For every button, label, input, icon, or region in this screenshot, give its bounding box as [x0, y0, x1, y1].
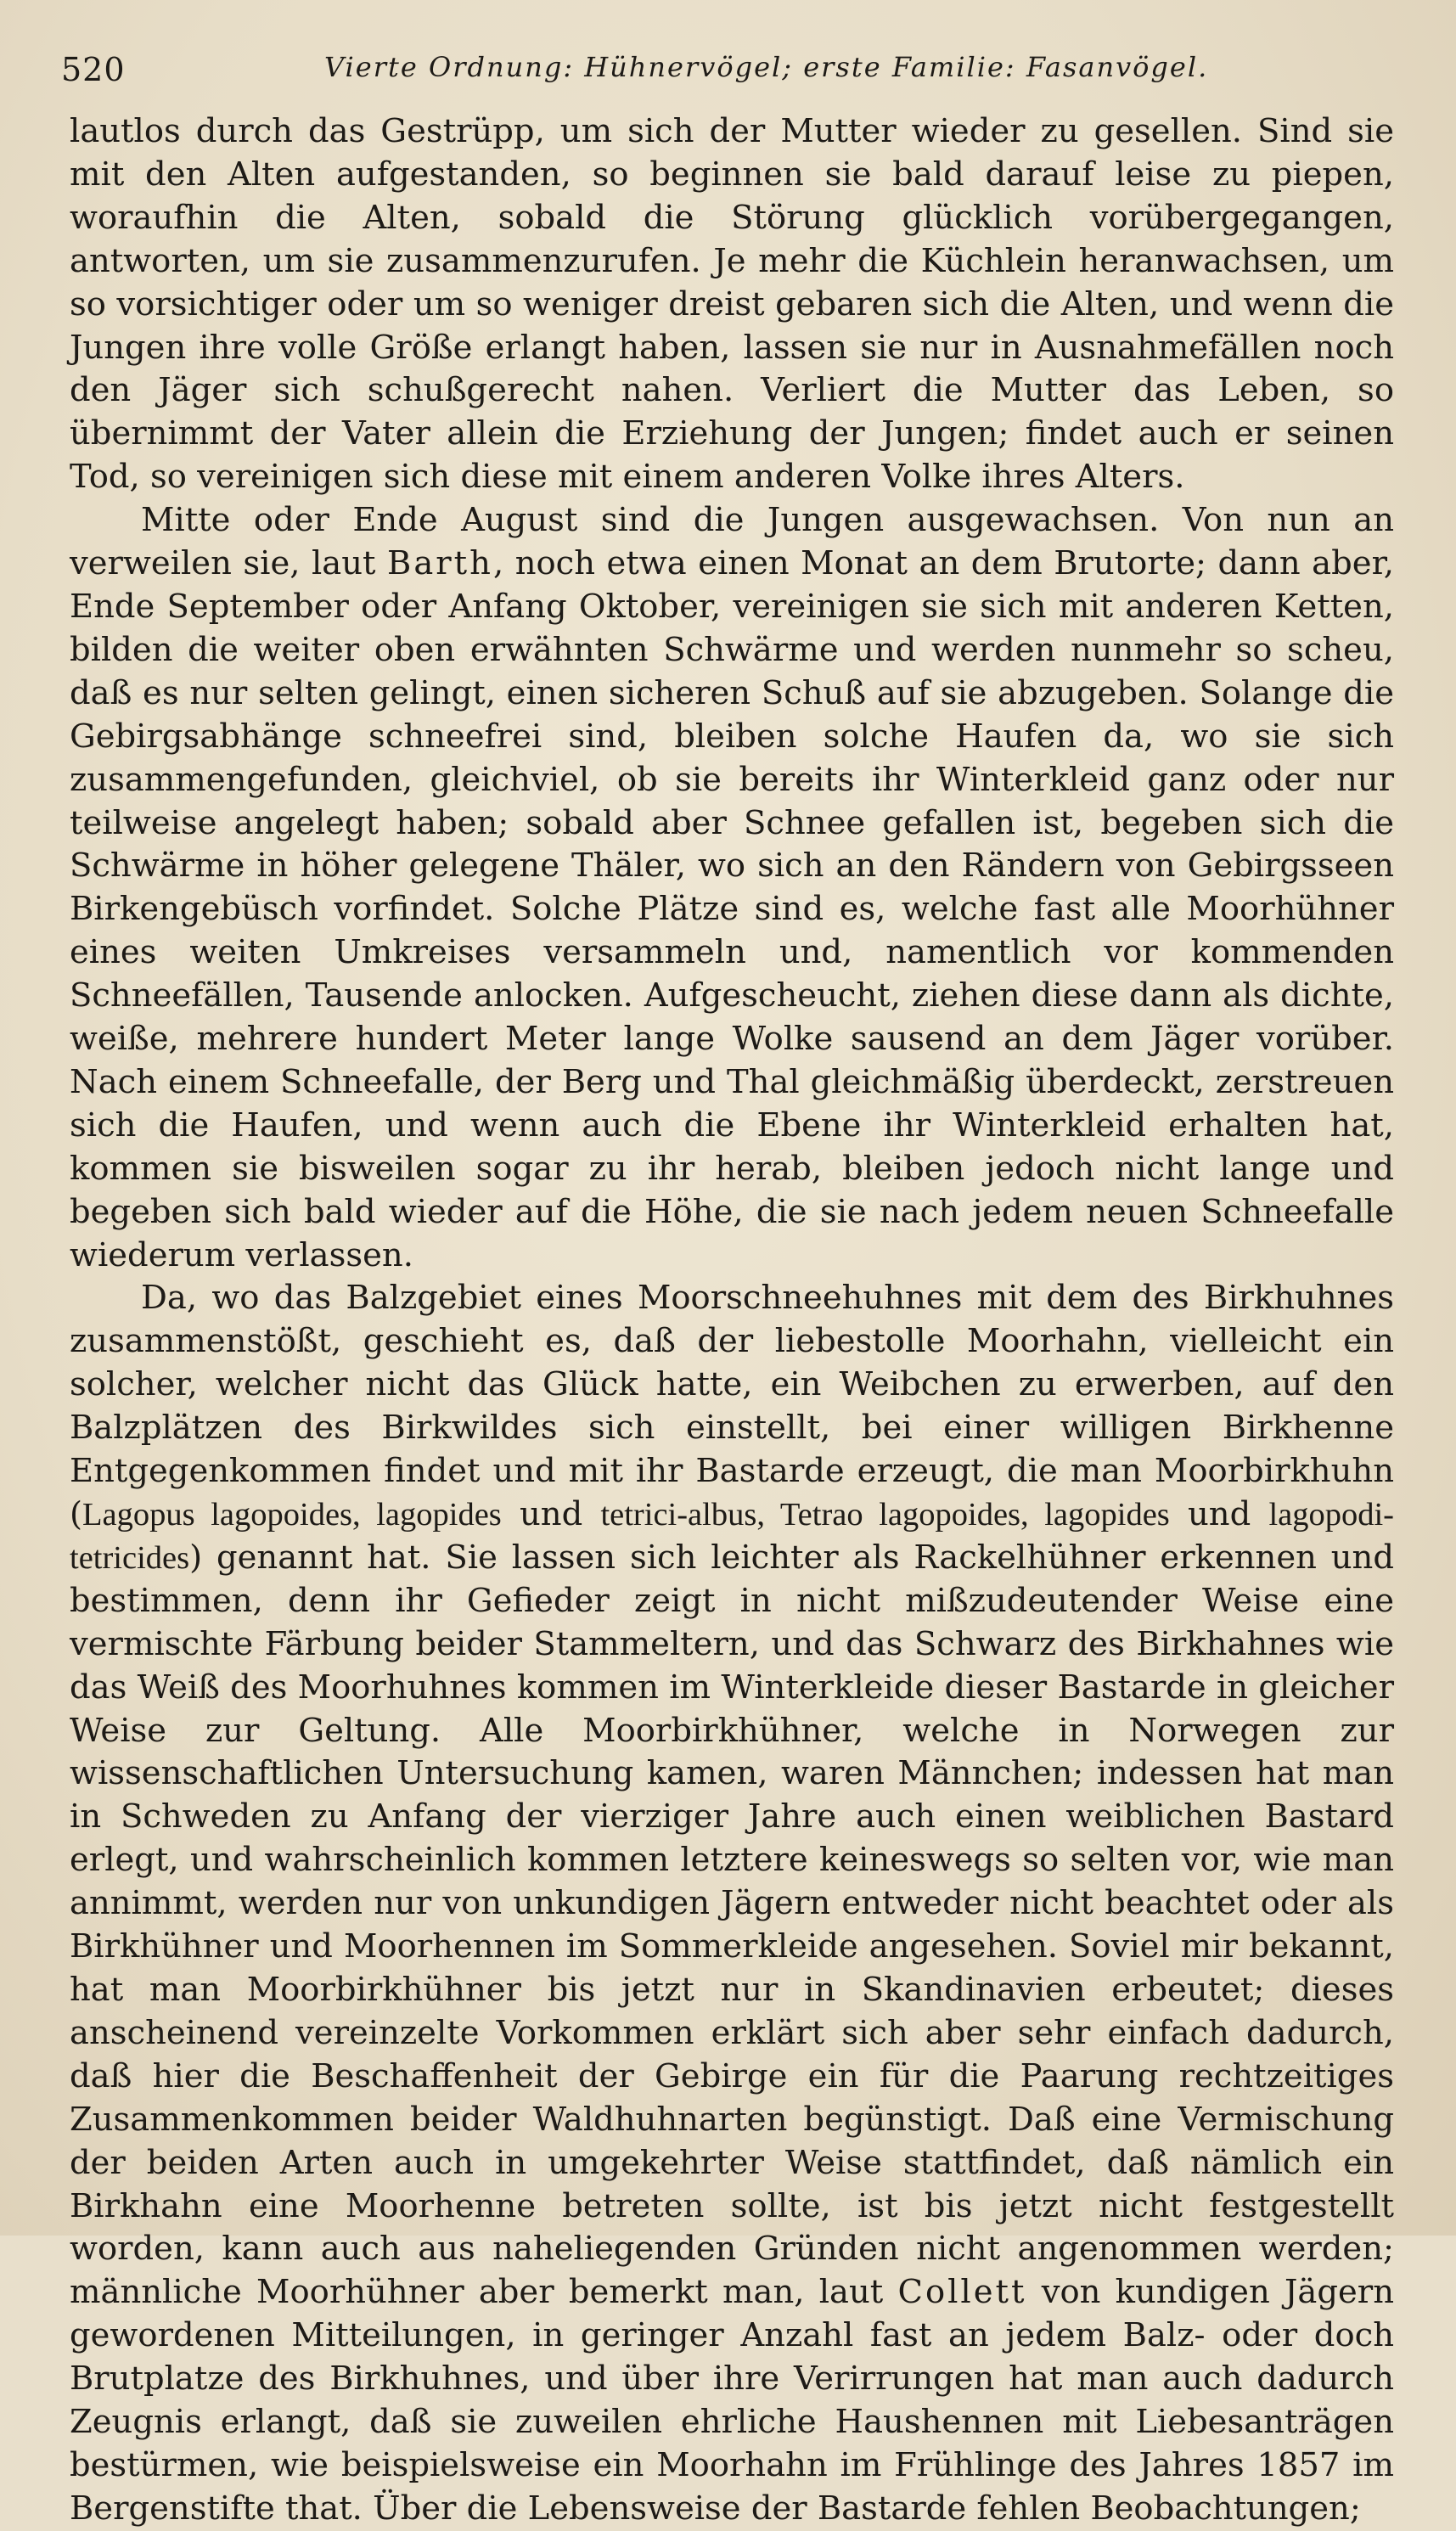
latin-name: lagopodi-tetricides	[70, 1497, 1395, 1576]
latin-name: tetrici-albus, Tetrao lagopoides, lagopides	[600, 1497, 1170, 1533]
body-text	[70, 110, 1394, 2531]
text-run: ) genannt hat. Sie lassen sich leichter als Rackelhühner erkennen und bestimmen, denn ihr Gefieder zeigt in nicht mißzudeutender Weise eine vermischte Färbung beider Stammeltern, und das Schwarz des Birkhahnes wie das Weiß des Moorhuhnes kommen im Winterkleide dieser Bastarde in gleicher Weise zur Geltung. Alle Moorbirkhühner, welche in Norwegen zur wissenschaftlichen Untersuchung kamen, waren Männchen; indessen hat man in Schweden zu Anfang der vierziger Jahre auch einen weiblichen Bastard erlegt, und wahrscheinlich kommen letztere keineswegs so selten vor, wie man annimmt, werden nur von unkundigen Jägern entweder nicht beachtet oder als Birkhühner und Moorhennen im Sommerkleide angesehen. Soviel mir bekannt, hat man Moorbirkhühner bis jetzt nur in Skandinavien erbeutet; dieses anscheinend vereinzelte Vorkommen erklärt sich aber sehr einfach dadurch, daß hier die Beschaffenheit der Gebirge ein für die Paarung rechtzeitiges Zusammenkommen beider Waldhuhnarten begünstigt. Daß eine Vermischung der beiden Arten auch in umgekehrter Weise stattfindet, daß nämlich ein Birkhahn eine Moorhenne betreten sollte, ist bis jetzt nicht festgestellt worden, kann auch aus naheliegenden Gründen nicht angenommen werden; männliche Moorhühner aber bemerkt man, laut	[70, 1538, 1394, 2312]
author-name: Collett	[897, 2273, 1027, 2312]
text-run: lautlos durch das Gestrüpp, um sich der Mutter wieder zu gesellen. Sind sie mit den Alten aufgestanden, so beginnen sie bald darauf leise zu piepen, woraufhin die Alten, sobald die Störung glücklich vorübergegangen, antworten, um sie zusammenzurufen. Je mehr die Küchlein heranwachsen, um so vorsichtiger oder um so weniger dreist gebaren sich die Alten, und wenn die Jungen ihre volle Größe erlangt haben, lassen sie nur in Ausnahmefällen noch den Jäger sich schußgerecht nahen. Verliert die Mutter das Leben, so übernimmt der Vater allein die Erziehung der Jungen; findet auch er seinen Tod, so vereinigen sich diese mit einem anderen Volke ihres Alters.	[70, 112, 1394, 497]
text-run: Da, wo das Balzgebiet eines Moorschneehuhnes mit dem des Birkhuhnes zusammenstößt, geschieht es, daß der liebestolle Moorhahn, vielleicht ein solcher, welcher nicht das Glück hatte, ein Weibchen zu erwerben, auf den Balzplätzen des Birkwildes sich einstellt, bei einer willigen Birkhenne Entgegenkommen findet und mit ihr Bastarde erzeugt, die man Moorbirkhuhn (	[70, 1279, 1394, 1533]
paragraph	[70, 499, 1394, 1277]
latin-name: Lagopus lagopoides, lagopides	[82, 1497, 502, 1533]
page-number: 520	[61, 51, 126, 88]
text-run: Mitte oder Ende August sind die Jungen ausgewachsen. Von nun an verweilen sie, laut	[70, 501, 1394, 583]
running-head-title: Vierte Ordnung: Hühnervögel; erste Familie: Fasanvögel.	[324, 51, 1209, 83]
paragraph	[70, 1277, 1394, 2530]
author-name: Barth	[387, 544, 493, 583]
text-run: , noch etwa einen Monat an dem Brutorte; dann aber, Ende September oder Anfang Oktober, vereinigen sie sich mit anderen Ketten, bilden die weiter oben erwähnten Schwärme und werden nunmehr so scheu, daß es nur selten gelingt, einen sicheren Schuß auf sie abzugeben. Solange die Gebirgsabhänge schneefrei sind, bleiben solche Haufen da, wo sie sich zusammengefunden, gleichviel, ob sie bereits ihr Winterkleid ganz oder nur teilweise angelegt haben; sobald aber Schnee gefallen ist, begeben sich die Schwärme in höher gelegene Thäler, wo sich an den Rändern von Gebirgsseen Birkengebüsch vorfindet. Solche Plätze sind es, welche fast alle Moorhühner eines weiten Umkreises versammeln und, namentlich vor kommenden Schneefällen, Tausende anlocken. Aufgescheucht, ziehen diese dann als dichte, weiße, mehrere hundert Meter lange Wolke sausend an dem Jäger vorüber. Nach einem Schneefalle, der Berg und Thal gleichmäßig überdeckt, zerstreuen sich die Haufen, und wenn auch die Ebene ihr Winterkleid erhalten hat, kommen sie bisweilen sogar zu ihr herab, bleiben jedoch nicht lange und begeben sich bald wieder auf die Höhe, die sie nach jedem neuen Schneefalle wiederum verlassen.	[70, 544, 1394, 1274]
text-run: und	[501, 1495, 601, 1533]
paragraph	[70, 110, 1394, 499]
text-run: und	[1169, 1495, 1269, 1533]
text-run: von kundigen Jägern gewordenen Mitteilungen, in geringer Anzahl fast an jedem Balz- oder doch Brutplatze des Birkhuhnes, und über ihre Verirrungen hat man auch dadurch Zeugnis erlangt, daß sie zuweilen ehrliche Haushennen mit Liebesanträgen bestürmen, wie beispielsweise ein Moorhahn im Frühlinge des Jahres 1857 im Bergenstifte that. Über die Lebensweise der Bastarde fehlen Beobachtungen;	[70, 2273, 1395, 2528]
running-head	[0, 0, 1456, 102]
